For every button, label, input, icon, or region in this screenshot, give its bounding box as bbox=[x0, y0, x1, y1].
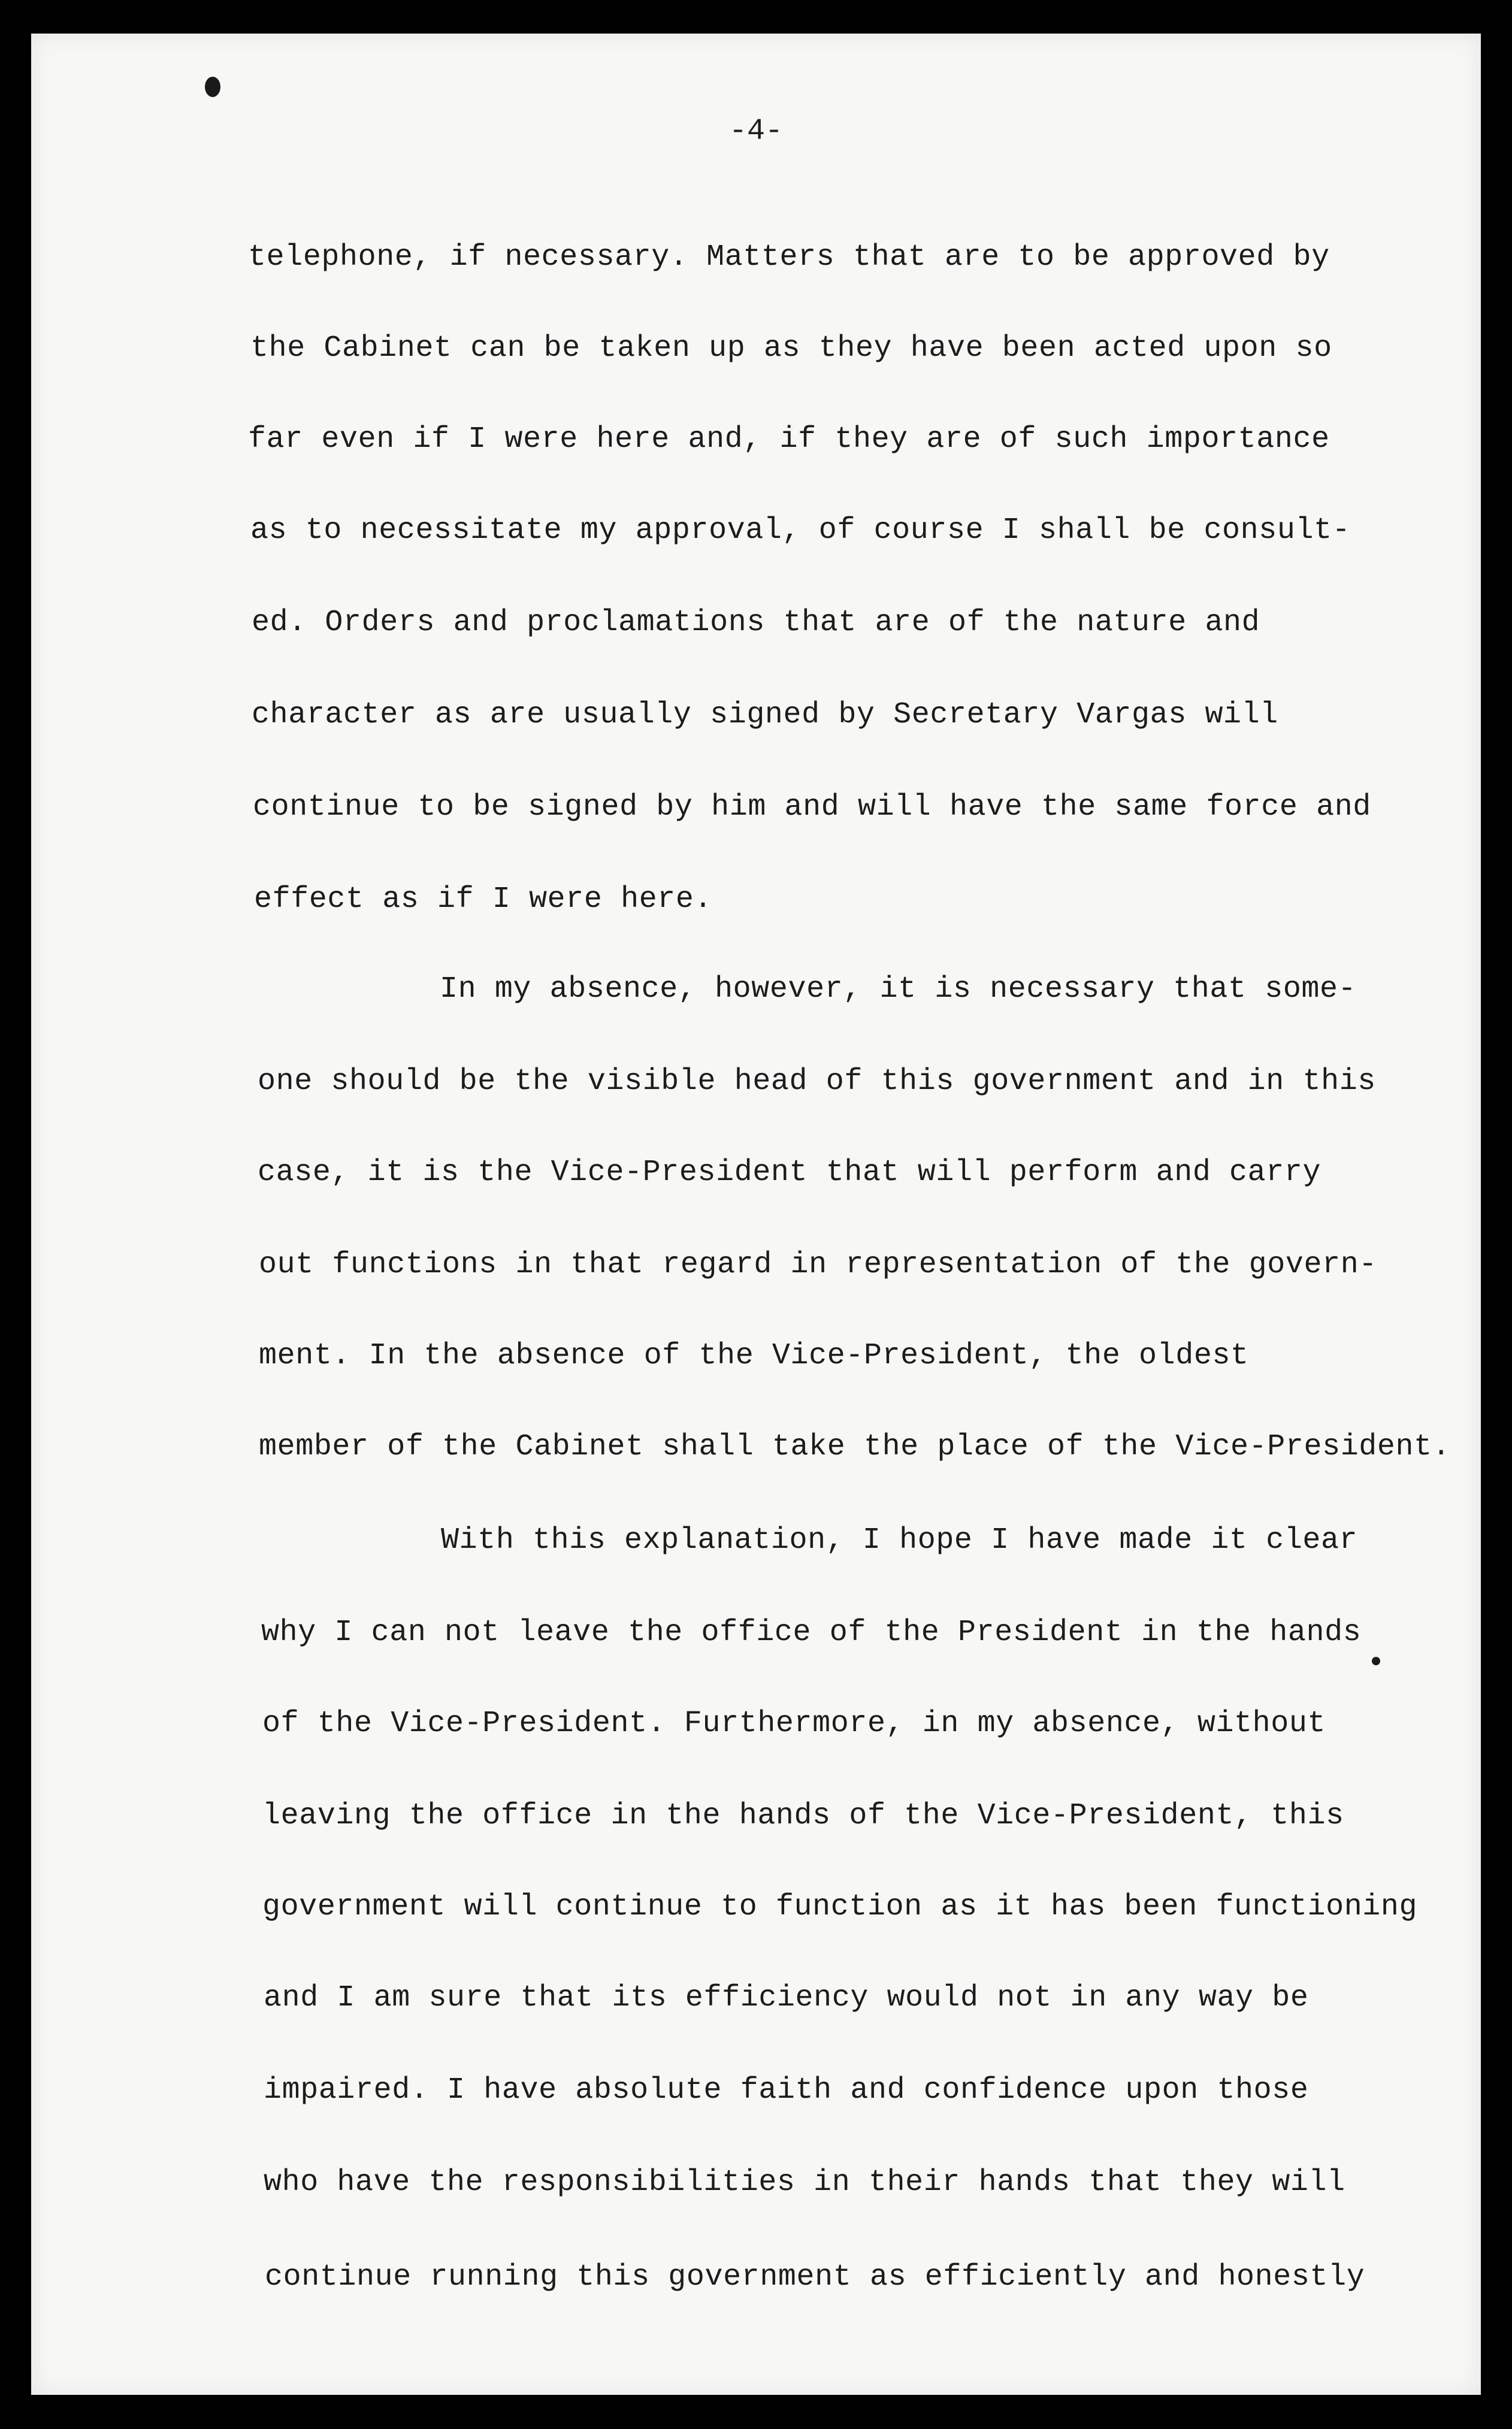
text-line: far even if I were here and, if they are of such importance bbox=[248, 422, 1330, 456]
text-line: In my absence, however, it is necessary that some- bbox=[440, 972, 1357, 1006]
text-line: continue running this government as efficiently and honestly bbox=[265, 2260, 1365, 2294]
text-line: character as are usually signed by Secretary Vargas will bbox=[252, 698, 1278, 732]
text-line: impaired. I have absolute faith and confidence upon those bbox=[264, 2073, 1309, 2107]
text-line: as to necessitate my approval, of course I shall be consult- bbox=[250, 513, 1351, 547]
text-line: why I can not leave the office of the President in the hands bbox=[261, 1616, 1362, 1650]
text-line: case, it is the Vice-President that will perform and carry bbox=[258, 1155, 1322, 1190]
punch-hole-mark bbox=[205, 77, 220, 97]
text-line: leaving the office in the hands of the Vice-President, this bbox=[262, 1799, 1344, 1833]
ink-speck bbox=[1372, 1657, 1380, 1665]
text-line: who have the responsibilities in their hands that they will bbox=[264, 2165, 1345, 2200]
text-line: the Cabinet can be taken up as they have been acted upon so bbox=[250, 331, 1332, 365]
text-line: of the Vice-President. Furthermore, in my absence, without bbox=[262, 1707, 1326, 1741]
text-line: effect as if I were here. bbox=[254, 882, 713, 916]
text-line: and I am sure that its efficiency would not in any way be bbox=[264, 1981, 1309, 2015]
text-line: telephone, if necessary. Matters that are to be approved by bbox=[248, 240, 1330, 274]
text-line: continue to be signed by him and will have the same force and bbox=[253, 790, 1371, 824]
text-line: government will continue to function as it has been functioning bbox=[262, 1890, 1418, 1924]
text-line: member of the Cabinet shall take the place of the Vice-President. bbox=[259, 1430, 1451, 1464]
text-line: out functions in that regard in representation of the govern- bbox=[259, 1248, 1377, 1282]
text-line: one should be the visible head of this government and in this bbox=[258, 1064, 1376, 1099]
text-line: With this explanation, I hope I have made it clear bbox=[441, 1523, 1358, 1557]
typewritten-page bbox=[31, 34, 1481, 2395]
text-line: ed. Orders and proclamations that are of the nature and bbox=[252, 606, 1260, 640]
page-number: -4- bbox=[728, 114, 783, 149]
text-line: ment. In the absence of the Vice-President, the oldest bbox=[259, 1339, 1249, 1373]
